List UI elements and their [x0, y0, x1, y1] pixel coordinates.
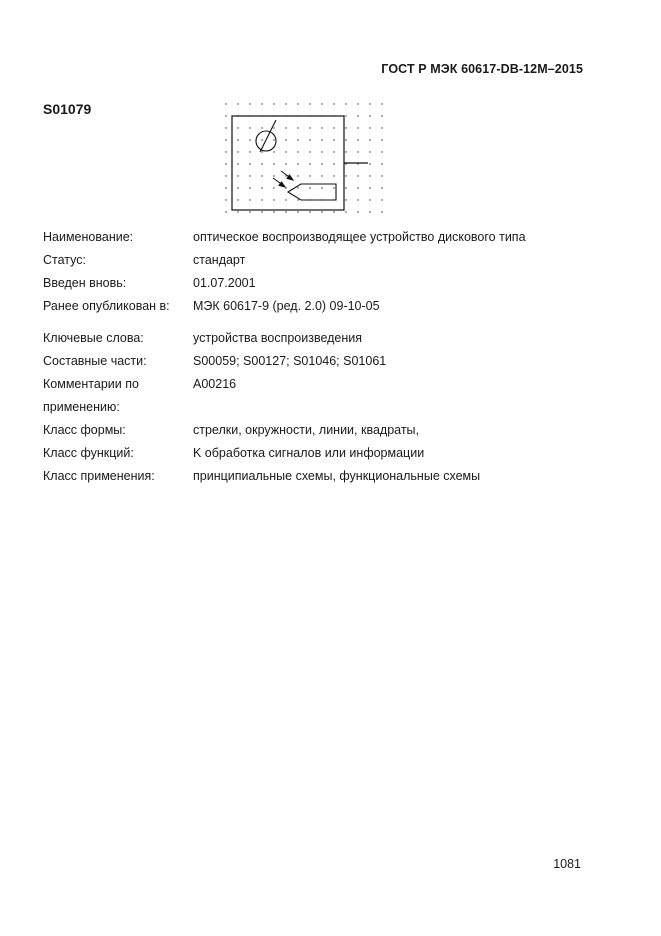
grid-dot: [261, 163, 262, 164]
grid-dot: [381, 139, 382, 140]
grid-dot: [381, 187, 382, 188]
grid-dot: [321, 175, 322, 176]
grid-dot: [225, 127, 226, 128]
grid-dot: [273, 199, 274, 200]
grid-dot: [309, 151, 310, 152]
property-value: принципиальные схемы, функциональные схемы: [193, 469, 481, 483]
grid-dot: [261, 175, 262, 176]
document-header: ГОСТ Р МЭК 60617-DB-12M–2015: [381, 62, 583, 76]
property-label: Составные части:: [43, 354, 147, 368]
grid-dot: [345, 139, 346, 140]
grid-dot: [261, 103, 262, 104]
grid-dot: [345, 199, 346, 200]
grid-dot: [345, 211, 346, 212]
grid-dots: [225, 103, 382, 212]
property-value: K обработка сигналов или информации: [193, 446, 425, 460]
grid-dot: [309, 127, 310, 128]
grid-dot: [225, 199, 226, 200]
grid-dot: [309, 187, 310, 188]
property-label: Ранее опубликован в:: [43, 299, 170, 313]
grid-dot: [369, 211, 370, 212]
grid-dot: [297, 151, 298, 152]
grid-dot: [273, 151, 274, 152]
grid-dot: [261, 187, 262, 188]
property-label: Ключевые слова:: [43, 331, 144, 345]
grid-dot: [321, 127, 322, 128]
grid-dot: [261, 127, 262, 128]
symbol-code: S01079: [43, 101, 92, 117]
grid-dot: [357, 199, 358, 200]
grid-dot: [309, 103, 310, 104]
property-row-previously-published: [43, 295, 563, 318]
grid-dot: [237, 103, 238, 104]
grid-dot: [249, 127, 250, 128]
grid-dot: [237, 151, 238, 152]
arrow-icon: [273, 171, 293, 187]
grid-dot: [297, 139, 298, 140]
property-row-components: [43, 350, 563, 373]
grid-dot: [237, 211, 238, 212]
grid-dot: [285, 211, 286, 212]
property-label: [43, 373, 193, 419]
property-value: S00059; S00127; S01046; S01061: [193, 354, 387, 368]
property-label: Класс применения:: [43, 469, 155, 483]
page-number: 1081: [553, 857, 581, 871]
grid-dot: [237, 175, 238, 176]
grid-dot: [297, 163, 298, 164]
grid-dot: [297, 175, 298, 176]
grid-dot: [273, 175, 274, 176]
property-row-name: [43, 226, 563, 249]
grid-dot: [357, 151, 358, 152]
grid-dot: [333, 163, 334, 164]
grid-dot: [309, 175, 310, 176]
grid-dot: [345, 175, 346, 176]
grid-dot: [369, 103, 370, 104]
grid-dot: [273, 103, 274, 104]
grid-dot: [333, 103, 334, 104]
grid-dot: [321, 163, 322, 164]
grid-dot: [345, 151, 346, 152]
grid-dot: [225, 151, 226, 152]
section-gap: [43, 318, 563, 327]
symbol-drawing: [222, 100, 384, 226]
grid-dot: [249, 139, 250, 140]
grid-dot: [225, 163, 226, 164]
grid-dot: [369, 139, 370, 140]
grid-dot: [381, 199, 382, 200]
grid-dot: [225, 103, 226, 104]
grid-dot: [261, 151, 262, 152]
grid-dot: [333, 151, 334, 152]
grid-dot: [369, 115, 370, 116]
grid-dot: [297, 211, 298, 212]
grid-dot: [273, 187, 274, 188]
grid-dot: [261, 139, 262, 140]
property-row-keywords: [43, 327, 563, 350]
grid-dot: [309, 163, 310, 164]
property-value: стрелки, окружности, линии, квадраты,: [193, 423, 420, 437]
grid-dot: [261, 199, 262, 200]
property-value: оптическое воспроизводящее устройство дискового типа: [193, 230, 526, 244]
grid-dot: [381, 151, 382, 152]
grid-dot: [357, 115, 358, 116]
grid-dot: [369, 175, 370, 176]
property-value: A00216: [193, 377, 237, 391]
grid-dot: [285, 151, 286, 152]
grid-dot: [333, 175, 334, 176]
grid-dot: [333, 139, 334, 140]
property-label: Класс функций:: [43, 446, 134, 460]
grid-dot: [225, 187, 226, 188]
grid-dot: [225, 115, 226, 116]
device-square: [232, 116, 344, 210]
grid-dot: [357, 187, 358, 188]
grid-dot: [369, 187, 370, 188]
grid-dot: [321, 139, 322, 140]
property-row-shape-class: [43, 419, 563, 442]
grid-dot: [321, 187, 322, 188]
grid-dot: [249, 163, 250, 164]
grid-dot: [321, 211, 322, 212]
grid-dot: [357, 211, 358, 212]
grid-dot: [381, 211, 382, 212]
grid-dot: [309, 211, 310, 212]
grid-dot: [285, 139, 286, 140]
property-row-introduced: [43, 272, 563, 295]
grid-dot: [237, 199, 238, 200]
grid-dot: [297, 103, 298, 104]
property-row-function-class: [43, 442, 563, 465]
property-label: Введен вновь:: [43, 276, 127, 290]
grid-dot: [237, 163, 238, 164]
grid-dot: [225, 211, 226, 212]
grid-dot: [357, 139, 358, 140]
grid-dot: [261, 211, 262, 212]
grid-dot: [225, 139, 226, 140]
grid-dot: [297, 127, 298, 128]
grid-dot: [333, 127, 334, 128]
grid-dot: [321, 151, 322, 152]
property-row-status: [43, 249, 563, 272]
grid-dot: [381, 163, 382, 164]
grid-dot: [333, 187, 334, 188]
grid-dot: [381, 103, 382, 104]
grid-dot: [297, 199, 298, 200]
grid-dot: [345, 187, 346, 188]
grid-dot: [237, 187, 238, 188]
grid-dot: [249, 151, 250, 152]
grid-dot: [249, 211, 250, 212]
grid-dot: [369, 127, 370, 128]
pointer-shape: [288, 184, 336, 200]
grid-dot: [345, 115, 346, 116]
grid-dot: [237, 139, 238, 140]
grid-dot: [297, 187, 298, 188]
grid-dot: [309, 139, 310, 140]
grid-dot: [285, 199, 286, 200]
property-value: МЭК 60617-9 (ред. 2.0) 09-10-05: [193, 299, 380, 313]
grid-dot: [249, 187, 250, 188]
grid-dot: [357, 127, 358, 128]
grid-dot: [285, 127, 286, 128]
properties-table: [43, 226, 563, 488]
grid-dot: [381, 115, 382, 116]
grid-dot: [345, 103, 346, 104]
grid-dot: [249, 199, 250, 200]
property-label-line: применению:: [43, 400, 120, 414]
grid-dot: [249, 175, 250, 176]
grid-dot: [249, 103, 250, 104]
property-value: устройства воспроизведения: [193, 331, 363, 345]
grid-dot: [357, 175, 358, 176]
grid-dot: [369, 199, 370, 200]
grid-dot: [321, 103, 322, 104]
property-value: стандарт: [193, 253, 246, 267]
grid-dot: [273, 163, 274, 164]
grid-dot: [273, 139, 274, 140]
grid-dot: [225, 175, 226, 176]
grid-dot: [237, 127, 238, 128]
property-row-application-class: [43, 465, 563, 488]
property-label: Статус:: [43, 253, 86, 267]
grid-dot: [369, 151, 370, 152]
property-value: 01.07.2001: [193, 276, 256, 290]
grid-dot: [381, 127, 382, 128]
property-label: Наименование:: [43, 230, 134, 244]
grid-dot: [333, 211, 334, 212]
grid-dot: [369, 163, 370, 164]
grid-dot: [285, 163, 286, 164]
grid-dot: [273, 127, 274, 128]
grid-dot: [273, 211, 274, 212]
property-label-line: Комментарии по: [43, 377, 139, 391]
grid-dot: [285, 103, 286, 104]
property-row-application-notes: [43, 373, 563, 419]
property-label: Класс формы:: [43, 423, 126, 437]
grid-dot: [345, 127, 346, 128]
grid-dot: [381, 175, 382, 176]
grid-dot: [357, 103, 358, 104]
